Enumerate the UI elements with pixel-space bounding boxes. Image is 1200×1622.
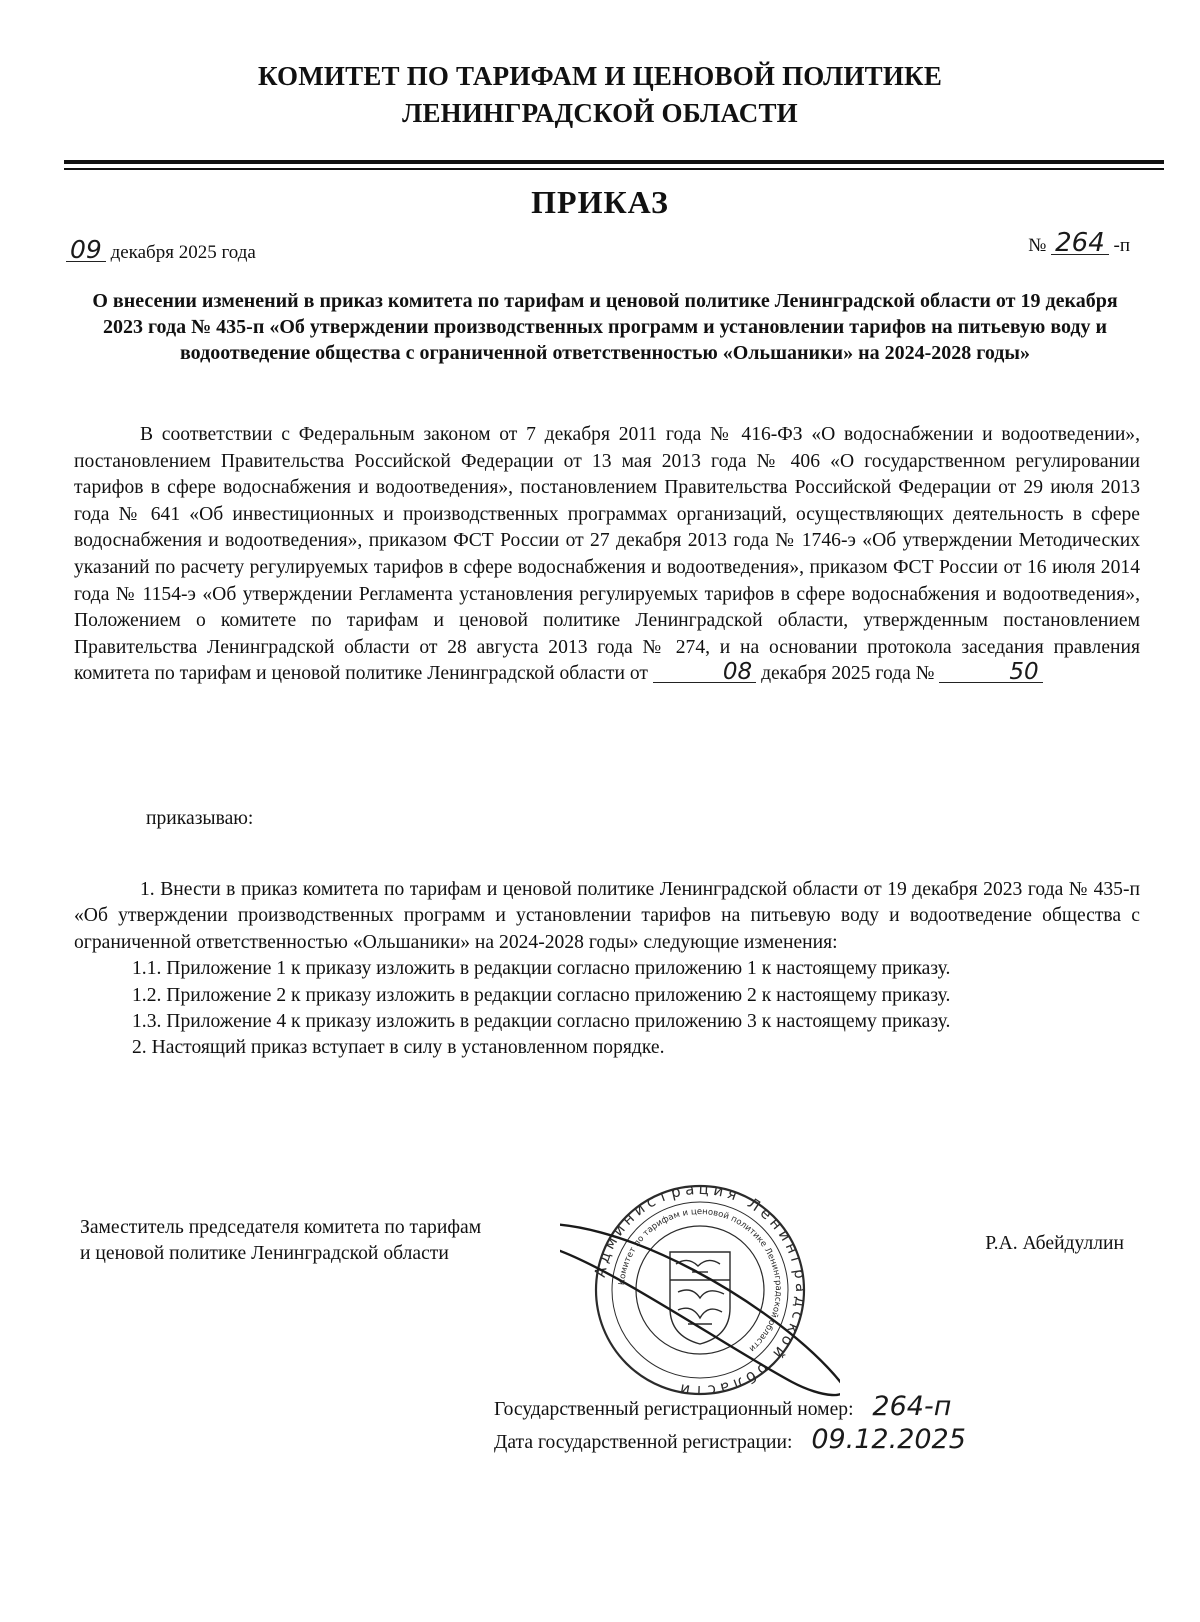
registration-date-row	[494, 1425, 966, 1458]
order-date-rest: декабря 2025 года	[110, 242, 256, 263]
signer-role-line1: Заместитель председателя комитета по тарифам	[80, 1217, 482, 1238]
order-item-1-3: 1.3. Приложение 4 к приказу изложить в редакции согласно приложению 3 к настоящему приказу.	[132, 1011, 951, 1033]
registration-number-row	[494, 1392, 966, 1425]
protocol-mid: декабря 2025 года №	[761, 663, 935, 685]
order-date-day: 09	[66, 239, 106, 262]
header-rule-thin	[64, 168, 1164, 170]
signer-name: Р.А. Абейдуллин	[985, 1233, 1124, 1254]
order-number-prefix: №	[1028, 235, 1047, 256]
seal-emblem-icon	[670, 1252, 730, 1344]
protocol-number: 50	[939, 662, 1042, 683]
official-seal	[560, 1168, 840, 1408]
header-rule-thick	[64, 160, 1164, 164]
order-subject: О внесении изменений в приказ комитета по тарифам и ценовой политике Ленинградской области от 19 декабря 2023 года № 435-п «Об утверждении производственных программ и установлении тарифов на питьевую воду и водоотведение общества с ограниченной ответственностью «Ольшаники» на 2024-2028 годы»	[92, 290, 1118, 364]
order-number-value: 264	[1051, 232, 1109, 255]
preamble-text: В соответствии с Федеральным законом от 7 декабря 2011 года № 416-ФЗ «О водоснабжении и водоотведении», постановлением Правительства Российской Федерации от 13 мая 2013 года № 406 «О государственном регулировании тарифов в сфере водоснабжения и водоотведения», постановлением Правительства Российской Федерации от 29 июля 2013 года № 641 «Об инвестиционных и производственных программах организаций, осуществляющих деятельность в сфере водоснабжения и водоотведения», приказом ФСТ России от 27 декабря 2013 года № 1746-э «Об утверждении Методических указаний по расчету регулируемых тарифов в сфере водоснабжения и водоотведения», приказом ФСТ России от 16 июля 2014 года № 1154-э «Об утверждении Регламента установления регулируемых тарифов в сфере водоснабжения и водоотведения», Положением о комитете по тарифам и ценовой политике Ленинградской области, утвержденным постановлением Правительства Ленинградской области от 28 августа 2013 года № 274, и на основании протокола заседания правления комитета по тарифам и ценовой политике Ленинградской области от	[74, 424, 1140, 685]
order-items	[74, 877, 1140, 1062]
preamble-paragraph	[74, 422, 1140, 688]
org-name-line2: ЛЕНИНГРАДСКОЙ ОБЛАСТИ	[402, 98, 798, 128]
seal-outer-text: Администрация Ленинградской области	[590, 1179, 811, 1401]
org-name-line1: КОМИТЕТ ПО ТАРИФАМ И ЦЕНОВОЙ ПОЛИТИКЕ	[257, 61, 943, 91]
seal-inner-ring	[636, 1226, 764, 1354]
registration-number-label: Государственный регистрационный номер:	[494, 1399, 854, 1420]
registration-date-value: 09.12.2025	[811, 1424, 966, 1455]
order-word: приказываю:	[146, 808, 254, 829]
order-item-1-2: 1.2. Приложение 2 к приказу изложить в редакции согласно приложению 2 к настоящему приказу.	[132, 984, 951, 1006]
org-header	[0, 58, 1200, 132]
registration-block	[494, 1392, 966, 1458]
seal-inner-text: Комитет по тарифам и ценовой политике Ленинградской области	[617, 1206, 784, 1354]
protocol-day: 08	[653, 662, 756, 683]
order-date	[66, 235, 256, 264]
signer-role	[80, 1215, 481, 1267]
order-item-1-1: 1.1. Приложение 1 к приказу изложить в редакции согласно приложению 1 к настоящему приказу.	[132, 958, 951, 980]
order-item-2: 2. Настоящий приказ вступает в силу в установленном порядке.	[132, 1037, 665, 1059]
registration-number-value: 264-п	[872, 1391, 952, 1422]
order-item-1: 1. Внести в приказ комитета по тарифам и ценовой политике Ленинградской области от 19 декабря 2023 года № 435-п «Об утверждении производственных программ и установлении тарифов на питьевую воду и водоотведение общества с ограниченной ответственностью «Ольшаники» на 2024-2028 годы» следующие изменения:	[74, 879, 1140, 953]
registration-date-label: Дата государственной регистрации:	[494, 1432, 793, 1453]
order-number-suffix: -п	[1113, 235, 1130, 256]
signer-role-line2: и ценовой политике Ленинградской области	[80, 1243, 449, 1264]
order-number	[1028, 228, 1130, 258]
document-title: ПРИКАЗ	[531, 184, 669, 220]
